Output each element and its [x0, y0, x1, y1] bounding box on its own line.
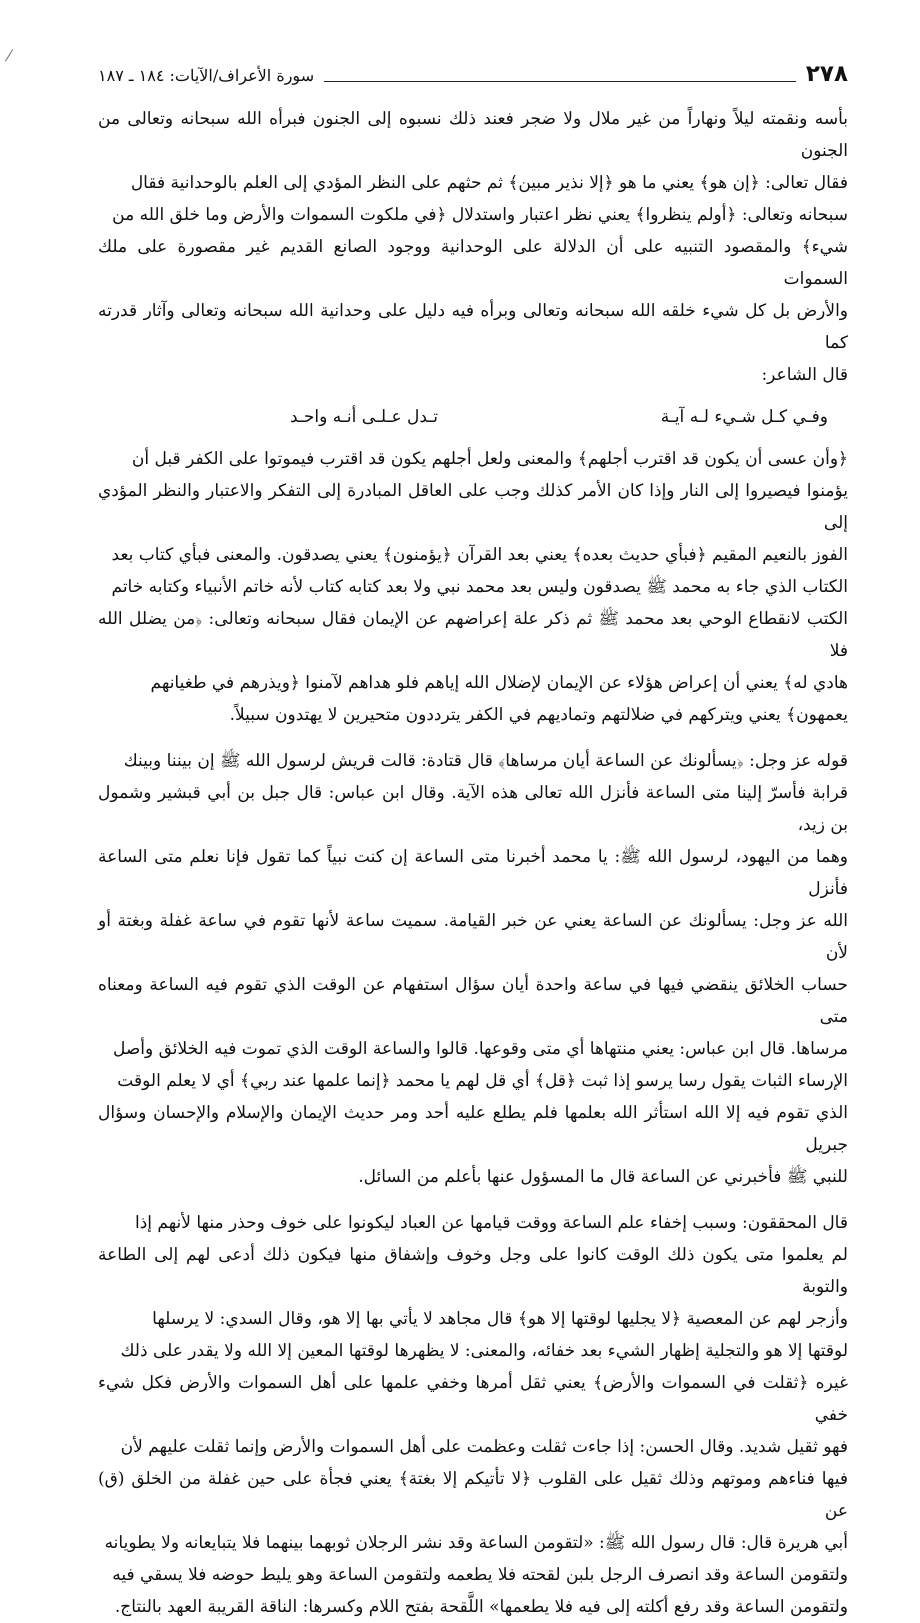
- text-line: أبي هريرة قال: قال رسول الله ﷺ: «لتقومن الساعة وقد نشر الرجلان ثوبهما بينهما فلا يتبايعانه ولا يطويانه: [104, 1533, 848, 1553]
- text-line: قرابة فأسرّ إلينا متى الساعة فأنزل الله تعالى هذه الآية. وقال ابن عباس: قال جبل بن أبي قبشير وشمول بن زيد،: [98, 783, 848, 835]
- text-line: الله عز وجل: يسألونك عن الساعة يعني عن خبر القيامة. سميت ساعة لأنها تقوم في ساعة غفلة وبغتة أو لأن: [98, 911, 848, 963]
- paragraph: [98, 103, 848, 391]
- text-line: ولتقومن الساعة وقد رفع أكلته إلى فيه فلا يطعمها» اللَّقحة بفتح اللام وكسرها: الناقة القريبة العهد بالنتاج.: [114, 1597, 848, 1617]
- text-line: شيء﴾ والمقصود التنبيه على أن الدلالة على الوحدانية ووجود الصانع القديم غير مقصورة على ملك السموات: [98, 237, 848, 289]
- text-line: فيها فناءهم وموتهم وذلك ثقيل على القلوب ﴿لا تأتيكم إلا بغتة﴾ يعني فجأة على حين غفلة من الخلق (ق) عن: [98, 1469, 848, 1521]
- text-line: يعمهون﴾ يعني ويتركهم في ضلالتهم وتماديهم في الكفر يترددون متحيرين لا يهتدون سبيلاً.: [229, 705, 848, 725]
- text-line: فقال تعالى: ﴿إن هو﴾ يعني ما هو ﴿إلا نذير مبين﴾ ثم حثهم على النظر المؤدي إلى العلم بالوحدانية فقال: [130, 173, 848, 193]
- text-line: الفوز بالنعيم المقيم ﴿فبأي حديث بعده﴾ يعني بعد القرآن ﴿يؤمنون﴾ يعني يصدقون. والمعنى فبأي كتاب بعد: [111, 545, 848, 565]
- text-line: حساب الخلائق ينقضي فيها في ساعة واحدة أيان سؤال استفهام عن الوقت الذي تقوم فيه الساعة ومعناه متى: [98, 975, 848, 1027]
- text-line: قال المحققون: وسبب إخفاء علم الساعة ووقت قيامها عن العباد ليكونوا على خوف وحذر منها لأنهم إذا: [134, 1213, 848, 1233]
- text-line: الإرساء الثبات يقول رسا يرسو إذا ثبت ﴿قل﴾ أي قل لهم يا محمد ﴿إنما علمها عند ربي﴾ أي لا يعلم الوقت: [117, 1071, 848, 1091]
- text-line: الكتب لانقطاع الوحي بعد محمد ﷺ ثم ذكر علة إعراضهم عن الإيمان فقال سبحانه وتعالى: ﴿من يضلل الله فلا: [98, 609, 848, 661]
- text-line: بأسه ونقمته ليلاً ونهاراً من غير ملال ولا ضجر فعند ذلك نسبوه إلى الجنون فبرأه الله سبحانه وتعالى من الجنون: [98, 109, 848, 161]
- verse-first-hemistich: وفـي كـل شـيء لـه آيـة: [660, 407, 828, 427]
- text-line: غيره ﴿ثقلت في السموات والأرض﴾ يعني ثقل أمرها وخفي علمها على أهل السموات والأرض فكل شيء خفي: [98, 1373, 848, 1425]
- text-line: وأزجر لهم عن المعصية ﴿لا يجليها لوقتها إلا هو﴾ قال مجاهد لا يأتي بها إلا هو، وقال السدي: لا يرسلها: [152, 1309, 848, 1329]
- header-rule: [324, 81, 796, 82]
- text-line: قال الشاعر:: [761, 365, 848, 385]
- page-body: [98, 103, 848, 1623]
- page-number: ٢٧٨: [805, 61, 848, 87]
- verse-second-hemistich: تـدل عـلـى أنـه واحـد: [290, 407, 438, 427]
- text-line: والأرض بل كل شيء خلقه الله سبحانه وتعالى وبرأه فيه دليل على وحدانية الله سبحانه وتعالى وآثار قدرته كما: [98, 301, 848, 353]
- text-line: فهو ثقيل شديد. وقال الحسن: إذا جاءت ثقلت وعظمت على أهل السموات والأرض وإنما ثقلت عليهم لأن: [120, 1437, 848, 1457]
- text-line: الكتاب الذي جاء به محمد ﷺ يصدقون وليس بعد محمد نبي ولا بعد كتابه كتاب لأنه خاتم الأنبياء وكتابه خاتم: [111, 577, 848, 597]
- text-line: وهما من اليهود، لرسول الله ﷺ: يا محمد أخبرنا متى الساعة إن كنت نبياً كما تقول فإنا نعلم متى الساعة فأنزل: [98, 847, 848, 899]
- text-line: هادي له﴾ يعني أن إعراض هؤلاء عن الإيمان لإضلال الله إياهم فلو هداهم لآمنوا ﴿ويذرهم في طغيانهم: [150, 673, 848, 693]
- text-line: مرساها. قال ابن عباس: يعني منتهاها أي متى وقوعها. قالوا والساعة الوقت الذي تموت فيه الخلائق وأصل: [112, 1039, 848, 1059]
- text-line: سبحانه وتعالى: ﴿أولم ينظروا﴾ يعني نظر اعتبار واستدلال ﴿في ملكوت السموات والأرض وما خلق الله من: [112, 205, 848, 225]
- text-line: ولتقومن الساعة وقد انصرف الرجل بلبن لقحته فلا يطعمه ولتقومن الساعة وهو يليط حوضه فلا يسقي فيه: [112, 1565, 848, 1585]
- paragraph: [98, 443, 848, 731]
- paragraph: [98, 1207, 848, 1623]
- running-title: سورة الأعراف/الآيات: ١٨٤ ـ ١٨٧: [98, 66, 315, 85]
- text-line: ﴿وأن عسى أن يكون قد اقترب أجلهم﴾ والمعنى ولعل أجلهم يكون قد اقترب فيموتوا على الكفر قبل أن: [131, 449, 848, 469]
- page-header: [98, 58, 848, 88]
- poetry-verse: [98, 397, 848, 437]
- text-line: الذي تقوم فيه إلا الله استأثر الله بعلمها فلم يطلع عليه أحد ومر حديث الإيمان والإسلام والإحسان وسؤال جبريل: [98, 1103, 848, 1155]
- scan-mark: [5, 49, 13, 61]
- text-line: لم يعلموا متى يكون ذلك الوقت كانوا على وجل وخوف وإشفاق منها فيكون ذلك أدعى لهم إلى الطاعة والتوبة: [98, 1245, 848, 1297]
- text-line: يؤمنوا فيصيروا إلى النار وإذا كان الأمر كذلك وجب على العاقل المبادرة إلى التفكر والاعتبار والنظر المؤدي إلى: [98, 481, 848, 533]
- text-line: قوله عز وجل: ﴿يسألونك عن الساعة أيان مرساها﴾ قال قتادة: قالت قريش لرسول الله ﷺ إن بيننا وبينك: [123, 751, 848, 771]
- text-line: لوقتها إلا هو والتجلية إظهار الشيء بعد خفائه، والمعنى: لا يظهرها لوقتها المعين إلا الله ولا يقدر على ذلك: [120, 1341, 848, 1361]
- paragraph: [98, 745, 848, 1193]
- text-line: للنبي ﷺ فأخبرني عن الساعة قال ما المسؤول عنها بأعلم من السائل.: [358, 1167, 848, 1187]
